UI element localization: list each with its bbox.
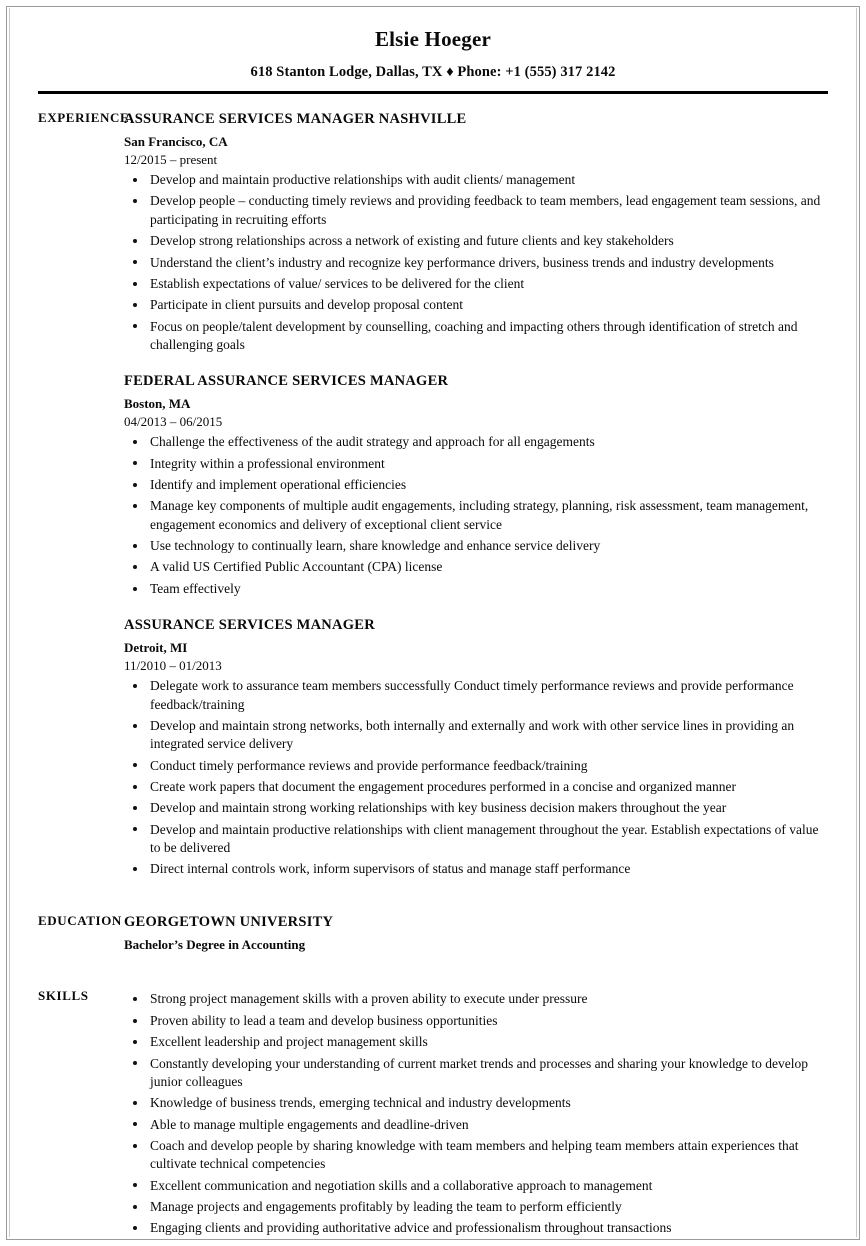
resume-header <box>0 0 866 94</box>
bullet-point-icon <box>133 1040 137 1044</box>
job-title: FEDERAL ASSURANCE SERVICES MANAGER <box>124 373 449 390</box>
job-bullet <box>124 232 830 250</box>
job-bullet-text: Delegate work to assurance team members successfully Conduct timely performance reviews and provide performance feedback/training <box>150 678 794 712</box>
bullet-point-icon <box>133 684 137 688</box>
skill-bullet <box>124 1033 830 1051</box>
job-bullet <box>124 275 830 293</box>
job-title: ASSURANCE SERVICES MANAGER NASHVILLE <box>124 111 467 128</box>
skill-bullet <box>124 1094 830 1112</box>
candidate-name: Elsie Hoeger <box>374 27 492 51</box>
bullet-point-icon <box>133 324 137 328</box>
job-bullet-text: Develop strong relationships across a network of existing and future clients and key stakeholders <box>150 233 674 249</box>
skill-bullet-text: Knowledge of business trends, emerging technical and industry developments <box>150 1095 571 1111</box>
job-bullet <box>124 318 830 355</box>
job-bullet-text: Integrity within a professional environment <box>150 455 385 471</box>
bullet-point-icon <box>133 303 137 307</box>
bullet-point-icon <box>133 763 137 767</box>
job-bullet <box>124 296 830 314</box>
bullet-point-icon <box>133 440 137 444</box>
section-experience <box>0 110 866 879</box>
job-bullet-text: Develop people – conducting timely reviews and providing feedback to team members, lead engagement team sessions, and participating in recruiting efforts <box>150 193 821 227</box>
job-bullet <box>124 860 830 878</box>
bullet-point-icon <box>133 461 137 465</box>
job-bullet <box>124 497 830 534</box>
skill-bullet <box>124 1137 830 1174</box>
job-bullet-list <box>124 433 830 598</box>
job-location: Boston, MA <box>124 396 191 412</box>
skill-bullet <box>124 1198 830 1216</box>
bullet-point-icon <box>133 867 137 871</box>
bullet-point-icon <box>133 806 137 810</box>
job-location: Detroit, MI <box>124 640 188 656</box>
bullet-point-icon <box>133 1183 137 1187</box>
experience-job <box>124 110 830 354</box>
bullet-point-icon <box>133 724 137 728</box>
bullet-point-icon <box>133 1226 137 1230</box>
job-bullet-text: Develop and maintain strong working relationships with key business decision makers throughout the year <box>150 800 727 816</box>
job-bullet-text: Participate in client pursuits and develop proposal content <box>150 297 464 313</box>
bullet-point-icon <box>133 1101 137 1105</box>
job-bullet <box>124 192 830 229</box>
skill-bullet <box>124 1116 830 1134</box>
job-dates: 12/2015 – present <box>124 152 218 168</box>
education-degree: Bachelor’s Degree in Accounting <box>124 936 306 952</box>
skill-bullet <box>124 990 830 1008</box>
job-bullet <box>124 799 830 817</box>
job-bullet <box>124 558 830 576</box>
bullet-point-icon <box>133 1205 137 1209</box>
skill-bullet-text: Excellent leadership and project management skills <box>150 1034 428 1050</box>
job-bullet-text: Develop and maintain strong networks, both internally and externally and work with other service lines in providing an integrated service delivery <box>150 717 795 752</box>
skills-bullet-list <box>124 990 830 1237</box>
job-dates: 11/2010 – 01/2013 <box>124 658 222 674</box>
experience-entries <box>124 110 866 879</box>
bullet-point-icon <box>133 565 137 569</box>
job-bullet-text: Focus on people/talent development by counselling, coaching and impacting others through identification of stretch and challenging goals <box>150 318 798 352</box>
education-entries <box>124 913 866 954</box>
bullet-point-icon <box>133 239 137 243</box>
job-location: San Francisco, CA <box>124 133 228 149</box>
job-bullet <box>124 717 830 754</box>
job-dates: 04/2013 – 06/2015 <box>124 414 223 430</box>
job-bullet-text: Manage key components of multiple audit engagements, including strategy, planning, risk assessment, team management, engagement economics and delivery of exceptional client service <box>150 498 809 532</box>
bullet-point-icon <box>133 1019 137 1023</box>
job-bullet <box>124 757 830 775</box>
bullet-point-icon <box>133 178 137 182</box>
job-bullet <box>124 821 830 858</box>
section-skills <box>0 988 866 1237</box>
job-bullet <box>124 677 830 714</box>
bullet-point-icon <box>133 544 137 548</box>
bullet-point-icon <box>133 1061 137 1065</box>
bullet-point-icon <box>133 785 137 789</box>
skills-entries <box>124 988 866 1237</box>
skill-bullet-text: Engaging clients and providing authoritative advice and professionalism throughout transactions <box>150 1220 672 1236</box>
job-bullet <box>124 476 830 494</box>
section-label-education: EDUCATION <box>38 912 122 928</box>
job-bullet-text: Establish expectations of value/ services to be delivered for the client <box>150 275 525 291</box>
job-bullet <box>124 537 830 555</box>
job-bullet-text: Create work papers that document the engagement procedures performed in a concise and organized manner <box>150 778 737 794</box>
job-bullet <box>124 254 830 272</box>
job-bullet <box>124 433 830 451</box>
skill-bullet-text: Manage projects and engagements profitably by leading the team to perform efficiently <box>150 1199 622 1215</box>
job-bullet-text: Identify and implement operational efficiencies <box>150 477 407 493</box>
job-bullet-list <box>124 677 830 879</box>
bullet-point-icon <box>133 282 137 286</box>
skill-bullet-text: Strong project management skills with a proven ability to execute under pressure <box>150 991 588 1007</box>
skill-bullet <box>124 1219 830 1237</box>
bullet-point-icon <box>133 1144 137 1148</box>
bullet-point-icon <box>133 1122 137 1126</box>
skill-bullet-text: Coach and develop people by sharing knowledge with team members and helping team members attain experiences that cultivate technical competencies <box>150 1138 799 1172</box>
candidate-contact-line: 618 Stanton Lodge, Dallas, TX ♦ Phone: +1 (555) 317 2142 <box>250 64 616 81</box>
bullet-point-icon <box>133 199 137 203</box>
bullet-point-icon <box>133 483 137 487</box>
job-bullet-list <box>124 171 830 354</box>
skill-bullet-text: Able to manage multiple engagements and deadline-driven <box>150 1116 469 1132</box>
job-bullet <box>124 580 830 598</box>
job-bullet-text: Develop and maintain productive relationships with audit clients/ management <box>150 172 576 188</box>
skill-bullet <box>124 1177 830 1195</box>
section-label-experience: EXPERIENCE <box>38 110 130 126</box>
job-bullet <box>124 171 830 189</box>
experience-job <box>124 372 830 598</box>
skill-bullet <box>124 1055 830 1092</box>
skill-bullet-text: Excellent communication and negotiation skills and a collaborative approach to management <box>150 1177 653 1193</box>
job-bullet-text: Direct internal controls work, inform supervisors of status and manage staff performance <box>150 861 631 877</box>
bullet-point-icon <box>133 827 137 831</box>
section-education <box>0 913 866 954</box>
job-bullet-text: Challenge the effectiveness of the audit strategy and approach for all engagements <box>150 434 595 450</box>
job-bullet-text: Develop and maintain productive relationships with client management throughout the year. Establish expectations of value to be delivered <box>150 821 819 856</box>
job-bullet <box>124 455 830 473</box>
job-bullet-text: A valid US Certified Public Accountant (CPA) license <box>150 559 443 575</box>
job-bullet-text: Team effectively <box>150 580 241 596</box>
skill-bullet-text: Constantly developing your understanding of current market trends and processes and sharing your knowledge to develop junior colleagues <box>150 1055 808 1089</box>
education-school: GEORGETOWN UNIVERSITY <box>124 913 334 930</box>
bullet-point-icon <box>133 587 137 591</box>
job-bullet-text: Use technology to continually learn, share knowledge and enhance service delivery <box>150 538 601 554</box>
job-bullet <box>124 778 830 796</box>
job-bullet-text: Understand the client’s industry and recognize key performance drivers, business trends and industry developments <box>150 254 774 270</box>
bullet-point-icon <box>133 260 137 264</box>
section-label-skills: SKILLS <box>38 988 89 1004</box>
skill-bullet-text: Proven ability to lead a team and develop business opportunities <box>150 1012 498 1028</box>
job-bullet-text: Conduct timely performance reviews and provide performance feedback/training <box>150 757 588 773</box>
bullet-point-icon <box>133 504 137 508</box>
job-title: ASSURANCE SERVICES MANAGER <box>124 617 375 634</box>
experience-job <box>124 616 830 879</box>
skill-bullet <box>124 1012 830 1030</box>
header-divider-rule <box>38 91 828 94</box>
education-entry <box>124 913 830 954</box>
bullet-point-icon <box>133 997 137 1001</box>
